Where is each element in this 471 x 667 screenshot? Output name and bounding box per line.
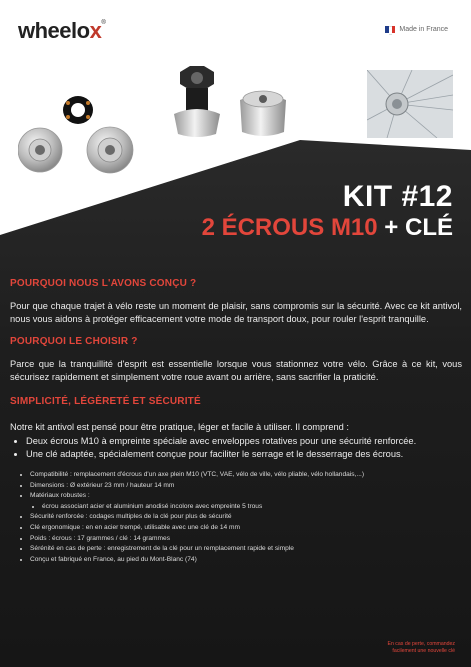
spec-item: • Clé ergonomique : en en acier trempé, utilisable avec une clé de 14 mm xyxy=(30,523,462,534)
key-and-nut-image xyxy=(168,62,298,142)
spec-item: • Conçu et fabriqué en France, au pied du Mont-Blanc (74) xyxy=(30,555,462,566)
section-intro-simple: Notre kit antivol est pensé pour être pratique, léger et facile à utiliser. Il comprend : xyxy=(10,422,349,432)
spec-item: • Dimensions : Ø extérieur 23 mm / hauteur 14 mm xyxy=(30,481,462,492)
section-heading-choose: POURQUOI LE CHOISIR ? xyxy=(10,336,138,347)
footnote-key-loss: En cas de perte, commandez facilement une nouvelle clé xyxy=(387,641,455,654)
section-text-why: Pour que chaque trajet à vélo reste un moment de plaisir, sans compromis sur la sécurité. Avec ce kit antivol, nous vous aidons à protéger efficacement votre mode de transport doux, pour rouler l'esprit tranquille. xyxy=(10,301,462,324)
spec-item: • Poids : écrous : 17 grammes / clé : 14 grammes xyxy=(30,534,462,545)
kit-subtitle xyxy=(202,214,453,242)
kit-title: KIT #12 xyxy=(342,180,453,213)
wheel-hub-image xyxy=(367,70,453,138)
spec-item: • Sérénité en cas de perte : enregistrement de la clé pour un remplacement rapide et simple xyxy=(30,544,462,555)
list-item: • Une clé adaptée, spécialement conçue pour faciliter le serrage et le desserrage des écrous. xyxy=(26,448,462,461)
list-item: • Deux écrous M10 à empreinte spéciale avec enveloppes rotatives pour une sécurité renforcée. xyxy=(26,435,462,448)
kit-subtitle-nuts: 2 ÉCROUS M10 xyxy=(201,214,378,241)
kit-contents-list xyxy=(10,435,462,461)
made-in-france-label: Made in France xyxy=(385,26,448,33)
brand-logo: wheelox® xyxy=(18,18,106,43)
kit-subtitle-key: + CLÉ xyxy=(377,214,453,241)
spec-subitem: • écrou associant acier et aluminium anodisé incolore avec empreinte 5 trous xyxy=(42,502,462,513)
french-flag-icon xyxy=(385,26,395,33)
spec-item: • Compatibilité : remplacement d'écrous d'un axe plein M10 (VTC, VAE, vélo de ville, vélo pliable, vélo hollandais,...) xyxy=(30,470,462,481)
section-heading-why: POURQUOI NOUS L'AVONS CONÇU ? xyxy=(10,278,197,289)
materials-sublist xyxy=(30,502,462,513)
section-heading-simple: SIMPLICITÉ, LÉGÈRETÉ ET SÉCURITÉ xyxy=(10,396,201,407)
content-area xyxy=(10,278,462,565)
spec-item: • Sécurité renforcée : codages multiples de la clé pour plus de sécurité xyxy=(30,512,462,523)
spec-item: • Matériaux robustes : • écrou associant acier et aluminium anodisé incolore avec empreinte 5 trous xyxy=(30,491,462,512)
spec-list xyxy=(10,470,462,565)
section-text-choose: Parce que la tranquillité d'esprit est essentielle lorsque vous stationnez votre vélo. Grâce à ce kit, vous sécurisez rapidement et simplement votre roue avant ou arrière, sans sacrifier la praticité. xyxy=(10,359,462,382)
nut-pair-image xyxy=(18,90,148,180)
